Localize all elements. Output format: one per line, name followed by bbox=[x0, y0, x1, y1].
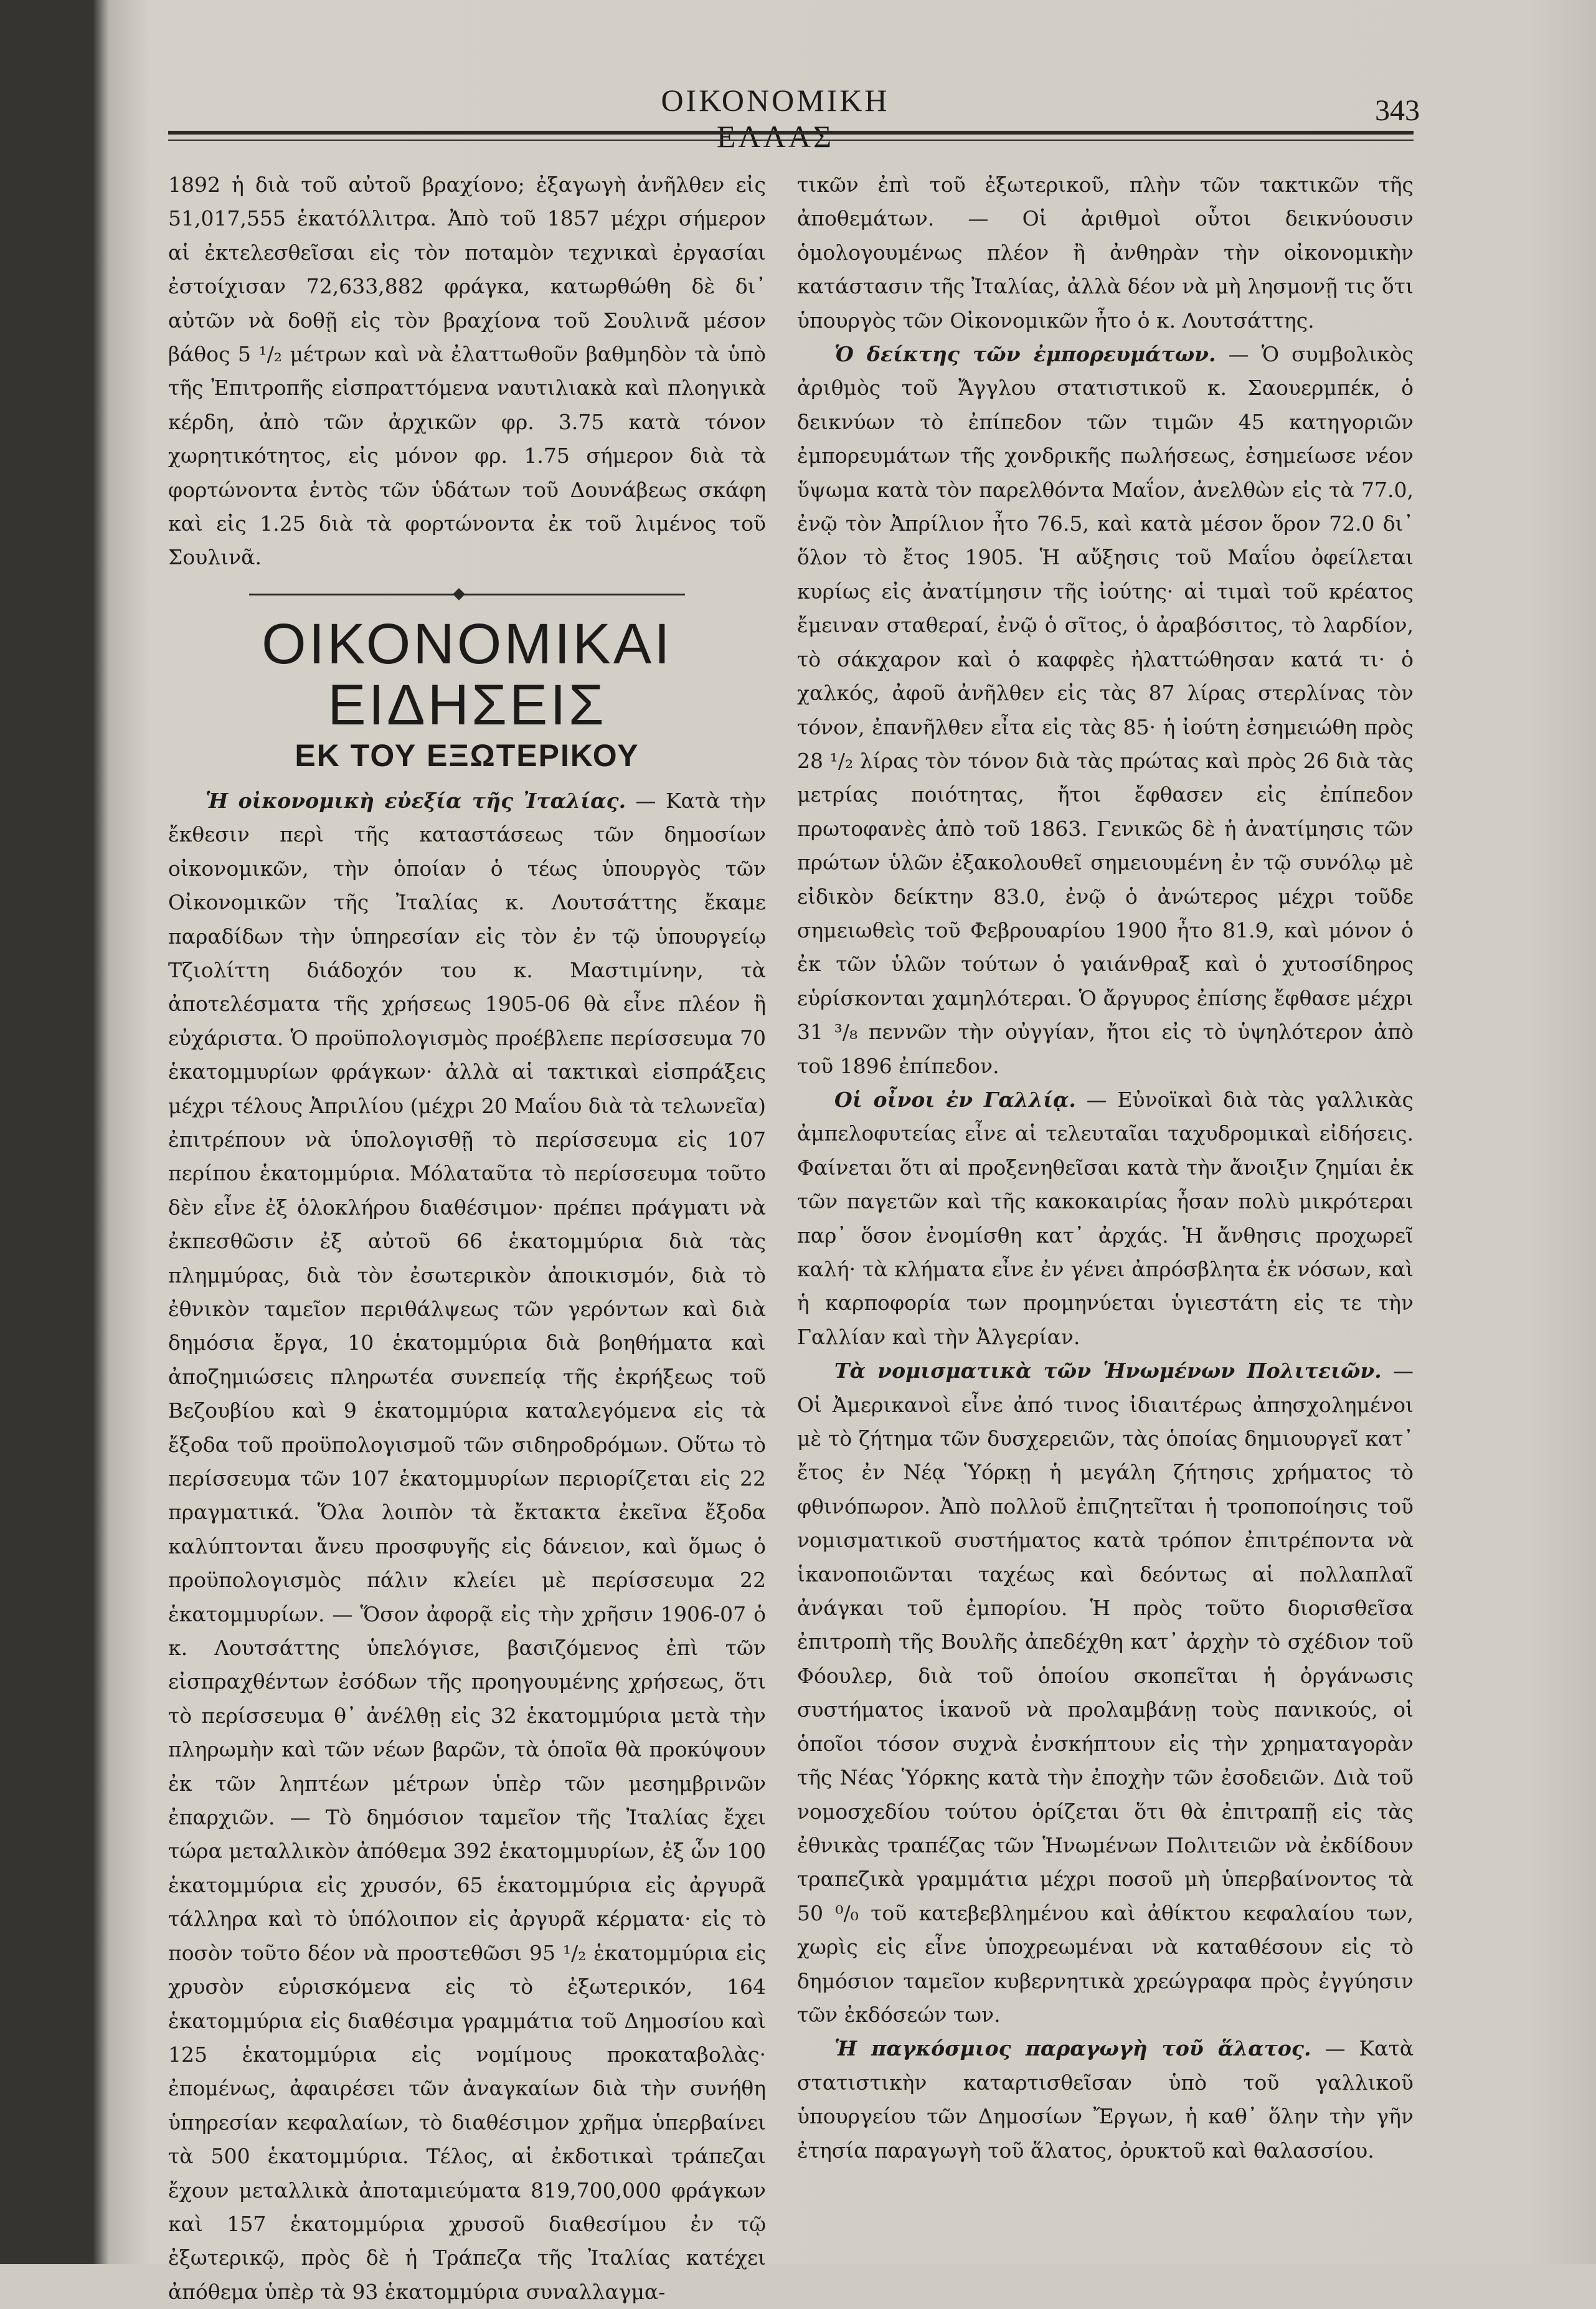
intro-paragraph: 1892 ἡ διὰ τοῦ αὐτοῦ βραχίονο; ἐξαγωγὴ ἀνῆλθεν εἰς 51,017,555 ἑκατόλλιτρα. Ἀπὸ τοῦ 1857 μέχρι σήμερον αἱ ἐκτελεσθεῖσαι εἰς τὸν ποταμὸν τεχνικαὶ ἐργασίαι ἐστοίχισαν 72,633,882 φράγκα, κατωρθώθη δὲ δι᾽ αὐτῶν νὰ δοθῇ εἰς τὸν βραχίονα τοῦ Σουλινᾶ μέσον βάθος 5 ¹/₂ μέτρων καὶ νὰ ἐλαττωθοῦν βαθμηδὸν τὰ ὑπὸ τῆς Ἐπιτροπῆς εἰσπραττόμενα ναυτιλιακὰ καὶ πλοηγικὰ κέρδη, ἀπὸ τῶν ἀρχικῶν φρ. 3.75 κατὰ τόνον χωρητικότητος, εἰς μόνον φρ. 1.75 σήμερον διὰ τὰ φορτώνοντα ἐντὸς τῶν ὑδάτων τοῦ Δουνάβεως σκάφη καὶ εἰς 1.25 διὰ τὰ φορτώνοντα ἐκ τοῦ λιμένος τοῦ Σουλινᾶ. bbox=[168, 173, 766, 570]
article-body: — Εὐνοϊκαὶ διὰ τὰς γαλλικὰς ἀμπελοφυτείας εἶνε αἱ τελευταῖαι ταχυδρομικαὶ εἰδήσεις. Φαίνεται ὅτι αἱ προξενηθεῖσαι κατὰ τὴν ἄνοιξιν ζημίαι ἐκ τῶν παγετῶν καὶ τῆς κακοκαιρίας ἦσαν πολὺ μικρότεραι παρ᾽ ὅσον ἐνομίσθη κατ᾽ ἀρχάς. Ἡ ἄνθησις προχωρεῖ καλή· τὰ κλήματα εἶνε ἐν γένει ἀπρόσβλητα ἐκ νόσων, καὶ ἡ καρποφορία των προμηνύεται ὑγιεστάτη εἰς τε τὴν Γαλλίαν καὶ τὴν Ἀλγερίαν. bbox=[797, 1087, 1414, 1349]
header-rule-thin bbox=[168, 140, 1414, 141]
article-wines-france bbox=[797, 1083, 1414, 1354]
article-title: Ἡ παγκόσμιος παραγωγὴ τοῦ ἅλατος. bbox=[834, 2036, 1311, 2061]
right-column bbox=[797, 168, 1414, 2168]
article-body: — Ὁ συμβολικὸς ἀριθμὸς τοῦ Ἄγγλου στατιστικοῦ κ. Σαουερμπέκ, ὁ δεικνύων τὸ ἐπίπεδον τῶν τιμῶν 45 κατηγοριῶν ἐμπορευμάτων τῆς χονδρικῆς πωλήσεως, ἐσημείωσε νέον ὕψωμα κατὰ τὸν παρελθόντα Μαΐον, ἀνελθὼν εἰς τὰ 77.0, ἐνῷ τὸν Ἀπρίλιον ἦτο 76.5, καὶ κατὰ μέσον ὅρον 72.0 δι᾽ ὅλον τὸ ἔτος 1905. Ἡ αὔξησις τοῦ Μαΐου ὀφείλεται κυρίως εἰς ἀνατίμησιν τῆς ἰούτης· αἱ τιμαὶ τοῦ κρέατος ἔμειναν σταθεραί, ἐνῷ ὁ σῖτος, ὁ ἀραβόσιτος, τὸ λαρδίον, τὸ σάκχαρον καὶ ὁ καφφὲς ἠλαττώθησαν κατά τι· ὁ χαλκός, ἀφοῦ ἀνῆλθεν εἰς τὰς 87 λίρας στερλίνας τὸν τόνον, ἐπανῆλθεν εἶτα εἰς τὰς 85· ἡ ἰούτη ἐσημειώθη πρὸς 28 ¹/₂ λίρας τὸν τόνον διὰ τὰς πρώτας καὶ πρὸς 26 διὰ τὰς μετρίας ποιότητας, ἤτοι ἔφθασεν εἰς ἐπίπεδον πρωτοφανὲς ἀπὸ τοῦ 1863. Γενικῶς δὲ ἡ ἀνατίμησις τῶν πρώτων ὑλῶν ἐξακολουθεῖ σημειουμένη ἐν τῷ συνόλῳ μὲ εἰδικὸν δείκτην 83.0, ἐνῷ ὁ ἀνώτερος μέχρι τοῦδε σημειωθεὶς τοῦ Φεβρουαρίου 1900 ἦτο 81.9, καὶ μόνον ὁ ἐκ τῶν ὑλῶν τούτων ὁ γαιάνθραξ καὶ ὁ χυτοσίδηρος εὑρίσκονται χαμηλότεραι. Ὁ ἄργυρος ἐπίσης ἔφθασε μέχρι 31 ³/₈ πεννῶν τὴν οὐγγίαν, ἤτοι εἰς τὸ ὑψηλότερον ἀπὸ τοῦ 1896 ἐπίπεδον. bbox=[797, 342, 1414, 1078]
section-subheading: ΕΚ ΤΟΥ ΕΞΩΤΕΡΙΚΟΥ bbox=[295, 737, 640, 773]
header-rule-thick bbox=[168, 131, 1414, 135]
article-body: — Κατὰ τὴν ἔκθεσιν περὶ τῆς καταστάσεως τῶν δημοσίων οἰκονομικῶν, τὴν ὁποίαν ὁ τέως ὑπουργὸς τῶν Οἰκονομικῶν τῆς Ἰταλίας κ. Λουτσάττης ἔκαμε παραδίδων τὴν ὑπηρεσίαν εἰς τὸν ἐν τῷ ὑπουργείῳ Τζιολίττη διάδοχόν του κ. Μαστιμίνην, τὰ ἀποτελέσματα τῆς χρήσεως 1905-06 θὰ εἶνε πλέον ἢ εὐχάριστα. Ὁ προϋπολογισμὸς προέβλεπε περίσσευμα 70 ἑκατομμυρίων φράγκων· ἀλλὰ αἱ τακτικαὶ εἰσπράξεις μέχρι τέλους Ἀπριλίου (μέχρι 20 Μαΐου διὰ τὰ τελωνεῖα) ἐπιτρέπουν νὰ ὑπολογισθῇ τὸ περίσσευμα εἰς 107 περίπου ἑκατομμύρια. Μόλαταῦτα τὸ περίσσευμα τοῦτο δὲν εἶνε ἐξ ὁλοκλήρου διαθέσιμον· πρέπει πράγματι νὰ ἐκπεσθῶσιν ἐξ αὐτοῦ 66 ἑκατομμύρια διὰ τὰς πλημμύρας, διὰ τὸν ἐσωτερικὸν ἀποικισμόν, διὰ τὸ ἐθνικὸν ταμεῖον περιθάλψεως τῶν γερόντων καὶ διὰ δημόσια ἔργα, 10 ἑκατομμύρια διὰ βοηθήματα καὶ ἀποζημιώσεις πληρωτέα συνεπείᾳ τῆς ἐκρήξεως τοῦ Βεζουβίου καὶ 9 ἑκατομμύρια καταλεγόμενα εἰς τὰ ἔξοδα τοῦ προϋπολογισμοῦ τῶν σιδηροδρόμων. Οὕτω τὸ περίσσευμα τῶν 107 ἑκατομμυρίων περιορίζεται εἰς 22 πραγματικά. Ὅλα λοιπὸν τὰ ἔκτακτα ἐκεῖνα ἔξοδα καλύπτονται ἄνευ προσφυγῆς εἰς δάνειον, καὶ ὅμως ὁ προϋπολογισμὸς πάλιν κλείει μὲ περίσσευμα 22 ἑκατομμυρίων. — Ὅσον ἀφορᾷ εἰς τὴν χρῆσιν 1906-07 ὁ κ. Λουτσάττης ὑπελόγισε, βασιζόμενος ἐπὶ τῶν εἰσπραχθέντων ἐσόδων τῆς προηγουμένης χρήσεως, ὅτι τὸ περίσσευμα θ᾽ ἀνέλθῃ εἰς 32 ἑκατομμύρια μετὰ τὴν πληρωμὴν καὶ τῶν νέων βαρῶν, τὰ ὁποῖα θὰ προκύψουν ἐκ τῶν ληπτέων μέτρων ὑπὲρ τῶν μεσημβρινῶν ἐπαρχιῶν. — Τὸ δημόσιον ταμεῖον τῆς Ἰταλίας ἔχει τώρα μεταλλικὸν ἀπόθεμα 392 ἑκατομμυρίων, ἐξ ὧν 100 ἑκατομμύρια εἰς χρυσόν, 65 ἑκατομμύρια εἰς ἀργυρᾶ τάλληρα καὶ τὸ ὑπόλοιπον εἰς ἀργυρᾶ κέρματα· εἰς τὸ ποσὸν τοῦτο δέον νὰ προστεθῶσι 95 ¹/₂ ἑκατομμύρια εἰς χρυσὸν εὑρισκόμενα εἰς τὸ ἐξωτερικόν, 164 ἑκατομμύρια εἰς διαθέσιμα γραμμάτια τοῦ Δημοσίου καὶ 125 ἑκατομμύρια εἰς νομίμους προκαταβολὰς· ἐπομένως, ἀφαιρέσει τῶν ἀναγκαίων διὰ τὴν συνήθη ὑπηρεσίαν κεφαλαίων, τὸ διαθέσιμον χρῆμα ὑπερβαίνει τὰ 500 ἑκατομμύρια. Τέλος, αἱ ἐκδοτικαὶ τράπεζαι ἔχουν μεταλλικὰ ἀποταμιεύματα 819,700,000 φράγκων καὶ 157 ἑκατομμύρια χρυσοῦ διαθεσίμου ἐν τῷ ἐξωτερικῷ, πρὸς δὲ ἡ Τράπεζα τῆς Ἰταλίας κατέχει ἀπόθεμα ὑπὲρ τὰ 93 ἑκατομμύρια συναλλαγμα- bbox=[168, 788, 767, 2304]
article-title: Ἡ οἰκονομικὴ εὐεξία τῆς Ἰταλίας. bbox=[205, 788, 626, 813]
article-title: Τὰ νομισματικὰ τῶν Ἡνωμένων Πολιτειῶν. bbox=[834, 1358, 1382, 1383]
article-goods-index bbox=[797, 338, 1414, 1083]
separator-ornament bbox=[453, 588, 465, 600]
article-title: Ὁ δείκτης τῶν ἐμπορευμάτων. bbox=[834, 342, 1216, 367]
section-separator bbox=[168, 582, 766, 606]
article-title: Οἱ οἶνοι ἐν Γαλλίᾳ. bbox=[834, 1087, 1076, 1112]
article-italy-continued: τικῶν ἐπὶ τοῦ ἐξωτερικοῦ, πλὴν τῶν τακτικῶν τῆς ἀποθεμάτων. — Οἱ ἀριθμοὶ οὗτοι δεικνύουσιν ὁμολογουμένως πλέον ἢ ἀνθηρὰν τὴν οἰκονομικὴν κατάστασιν τῆς Ἰταλίας, ἀλλὰ δέον νὰ μὴ λησμονῇ τις ὅτι ὑπουργὸς τῶν Οἰκονομικῶν ἦτο ὁ κ. Λουτσάττης. bbox=[797, 173, 1414, 333]
separator-line bbox=[249, 594, 685, 595]
article-body: — Κατὰ στατιστικὴν καταρτισθεῖσαν ὑπὸ τοῦ γαλλικοῦ ὑπουργείου τῶν Δημοσίων Ἔργων, ἡ καθ᾽ ὅλην τὴν γῆν ἐτησία παραγωγὴ τοῦ ἅλατος, ὀρυκτοῦ καὶ θαλασσίου. bbox=[797, 2036, 1414, 2163]
book-spine-shadow bbox=[0, 0, 93, 2264]
article-salt-production bbox=[797, 2032, 1414, 2168]
running-title: ΟΙΚΟΝΟΜΙΚΗ ΕΛΛΑΣ bbox=[661, 83, 890, 154]
section-heading: ΟΙΚΟΝΟΜΙΚΑΙ ΕΙΔΗΣΕΙΣ bbox=[262, 612, 673, 737]
page-number: 343 bbox=[1375, 94, 1420, 127]
article-us-currency bbox=[797, 1354, 1414, 2032]
left-column bbox=[168, 168, 766, 2309]
article-body: — Οἱ Ἀμερικανοὶ εἶνε ἀπό τινος ἰδιαιτέρως ἀπησχολημένοι μὲ τὸ ζήτημα τῶν δυσχερειῶν, τὰς ὁποίας δημιουργεῖ κατ᾽ ἔτος ἐν Νέᾳ Ὑόρκῃ ἡ μεγάλη ζήτησις χρήματος τὸ φθινόπωρον. Ἀπὸ πολλοῦ ἐπιζητεῖται ἡ τροποποίησις τοῦ νομισματικοῦ συστήματος κατὰ τρόπον ἐπιτρέποντα νὰ ἱκανοποιῶνται ταχέως καὶ δεόντως αἱ πολλαπλαῖ ἀνάγκαι τοῦ ἐμπορίου. Ἡ πρὸς τοῦτο διορισθεῖσα ἐπιτροπὴ τῆς Βουλῆς ἀπεδέχθη κατ᾽ ἀρχὴν τὸ σχέδιον τοῦ Φόουλερ, διὰ τοῦ ὁποίου σκοπεῖται ἡ ὀργάνωσις συστήματος ἱκανοῦ νὰ προλαμβάνῃ τοὺς πανικούς, οἱ ὁποῖοι τόσον συχνὰ ἐνσκήπτουν εἰς τὴν χρηματαγορὰν τῆς Νέας Ὑόρκης κατὰ τὴν ἐποχὴν τῶν ἐσοδειῶν. Διὰ τοῦ νομοσχεδίου τούτου ὁρίζεται ὅτι θὰ ἐπιτραπῇ εἰς τὰς ἐθνικὰς τραπέζας τῶν Ἡνωμένων Πολιτειῶν νὰ ἐκδίδουν τραπεζικὰ γραμμάτια μέχρι ποσοῦ μὴ ὑπερβαίνοντος τὰ 50 ⁰/₀ τοῦ κατεβεβλημένου καὶ ἀθίκτου κεφαλαίου των, χωρὶς εἰς εἶνε ὑποχρεωμέναι νὰ καταθέσουν εἰς τὸ δημόσιον ταμεῖον κυβερνητικὰ χρεώγραφα πρὸς ἐγγύησιν τῶν ἐκδόσεών των. bbox=[797, 1358, 1414, 2027]
article-italy bbox=[168, 784, 766, 2309]
